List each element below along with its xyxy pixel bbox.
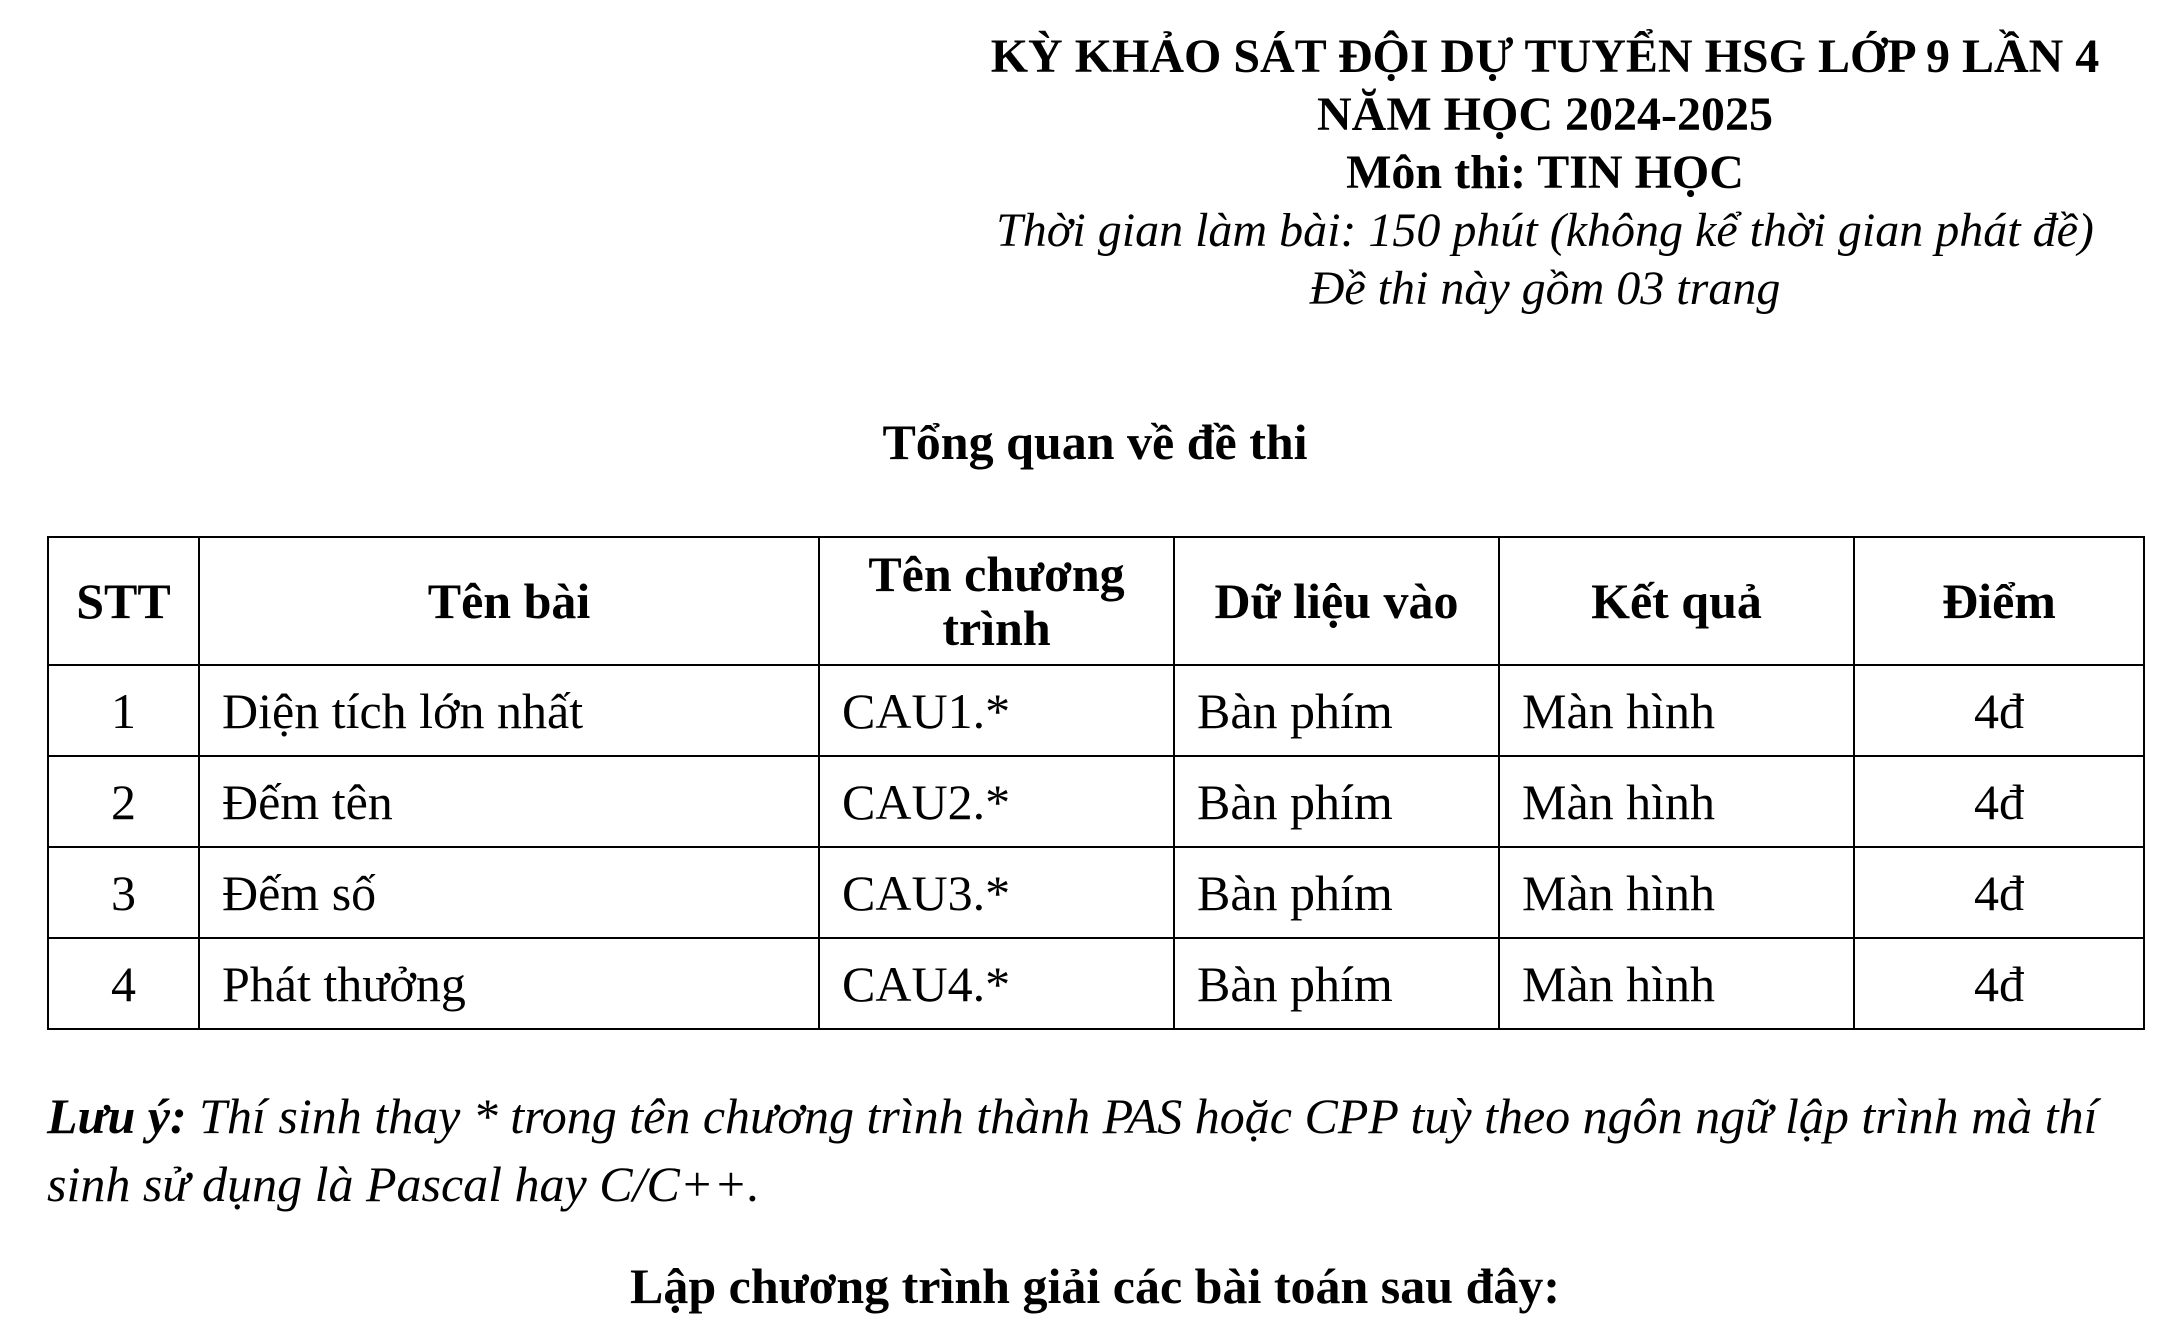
school-year: NĂM HỌC 2024-2025 [1317,88,1773,141]
cell-ket-qua: Màn hình [1499,847,1854,938]
overview-title: Tổng quan về đề thi [882,414,1308,470]
cell-ket-qua: Màn hình [1499,938,1854,1029]
exam-header [930,28,2160,318]
cell-ten-bai: Diện tích lớn nhất [199,665,819,756]
col-header-diem: Điểm [1854,537,2144,665]
cell-diem: 4đ [1854,938,2144,1029]
cell-ten-bai: Phát thưởng [199,938,819,1029]
table-row [48,756,2144,847]
cell-diem: 4đ [1854,847,2144,938]
note-label: Lưu ý: [47,1088,187,1144]
cell-ten-chuong-trinh: CAU4.* [819,938,1174,1029]
time-limit: Thời gian làm bài: 150 phút (không kể thời gian phát đề) [996,204,2094,257]
table-header-row [48,537,2144,665]
cell-du-lieu-vao: Bàn phím [1174,938,1499,1029]
cell-stt: 1 [48,665,199,756]
cell-diem: 4đ [1854,665,2144,756]
table-row [48,938,2144,1029]
cell-du-lieu-vao: Bàn phím [1174,665,1499,756]
cell-ket-qua: Màn hình [1499,665,1854,756]
cell-du-lieu-vao: Bàn phím [1174,756,1499,847]
cell-ten-chuong-trinh: CAU2.* [819,756,1174,847]
cell-stt: 3 [48,847,199,938]
exam-title: KỲ KHẢO SÁT ĐỘI DỰ TUYỂN HSG LỚP 9 LẦN 4 [990,30,2100,83]
cell-ten-bai: Đếm số [199,847,819,938]
cell-ten-chuong-trinh: CAU1.* [819,665,1174,756]
cell-ten-chuong-trinh: CAU3.* [819,847,1174,938]
col-header-du-lieu-vao: Dữ liệu vào [1174,537,1499,665]
page-count: Đề thi này gồm 03 trang [1309,262,1781,315]
col-header-ten-bai: Tên bài [199,537,819,665]
cell-ten-bai: Đếm tên [199,756,819,847]
col-header-ket-qua: Kết quả [1499,537,1854,665]
cell-diem: 4đ [1854,756,2144,847]
instructions-heading: Lập chương trình giải các bài toán sau đây: [629,1258,1561,1314]
col-header-ten-chuong-trinh: Tên chương trình [819,537,1174,665]
col-header-stt: STT [48,537,199,665]
cell-ket-qua: Màn hình [1499,756,1854,847]
cell-du-lieu-vao: Bàn phím [1174,847,1499,938]
cell-stt: 4 [48,938,199,1029]
subject: Môn thi: TIN HỌC [1346,146,1744,199]
cell-stt: 2 [48,756,199,847]
table-row [48,665,2144,756]
overview-table [47,536,2145,1030]
note-paragraph [47,1082,2157,1218]
note-text: Thí sinh thay * trong tên chương trình thành PAS hoặc CPP tuỳ theo ngôn ngữ lập trình mà thí sinh sử dụng là Pascal hay C/C++. [47,1088,2098,1212]
table-row [48,847,2144,938]
